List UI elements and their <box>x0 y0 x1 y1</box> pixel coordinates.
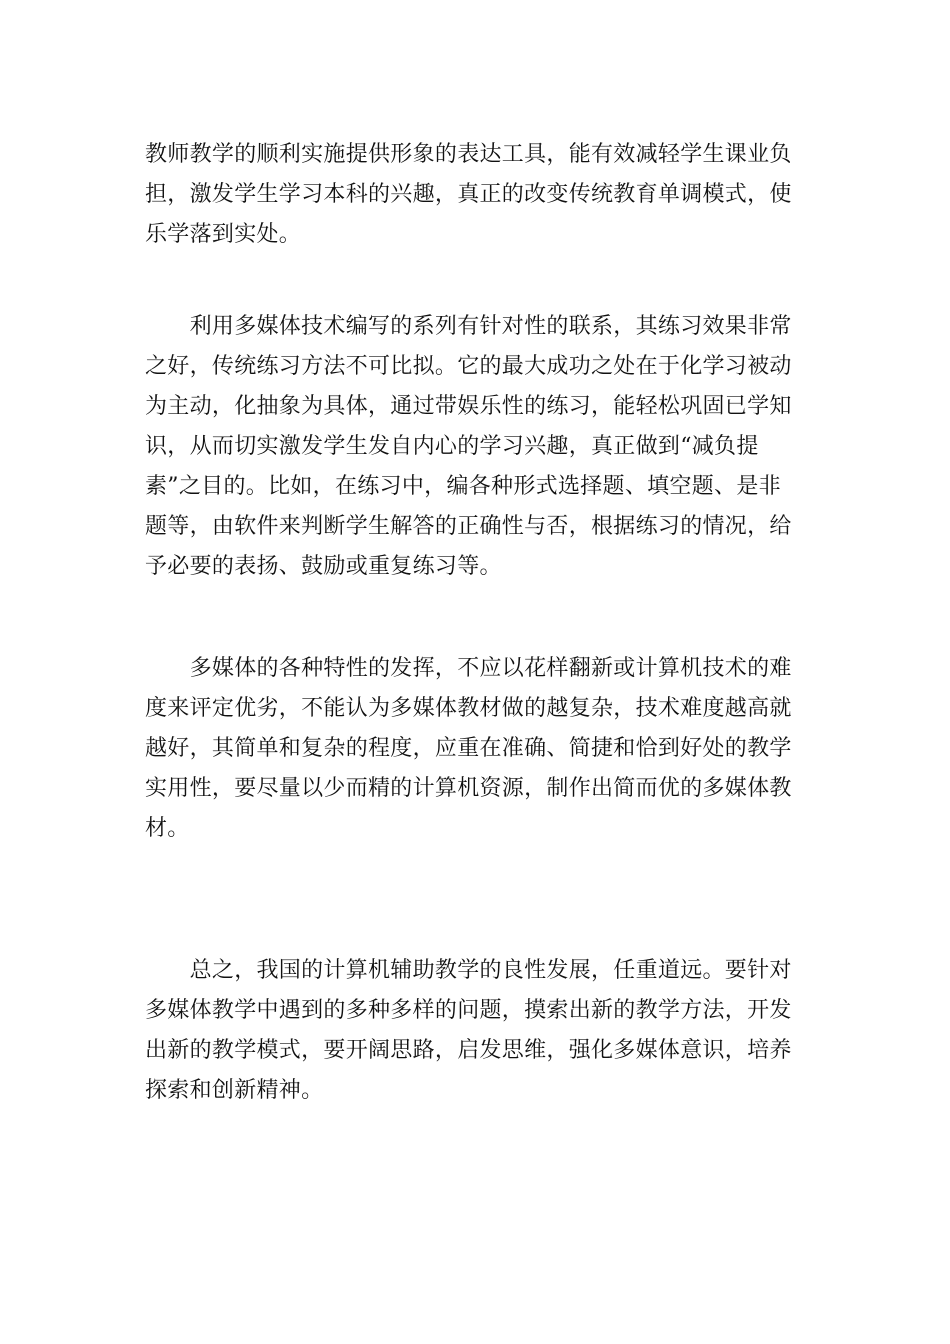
text-line: 探索和创新精神。 <box>145 1078 324 1103</box>
text-line: 识，从而切实激发学生发自内心的学习兴趣，真正做到“减负提 <box>145 434 759 459</box>
paragraph-3 <box>145 649 805 849</box>
text-line: 为主动，化抽象为具体，通过带娱乐性的练习，能轻松巩固已学知 <box>145 394 792 419</box>
text-line: 题等，由软件来判断学生解答的正确性与否，根据练习的情况，给 <box>145 514 792 539</box>
text-line: 度来评定优劣，不能认为多媒体教材做的越复杂，技术难度越高就 <box>145 696 792 721</box>
text-line: 实用性，要尽量以少而精的计算机资源，制作出简而优的多媒体教 <box>145 776 792 801</box>
paragraph-4 <box>145 951 805 1111</box>
text-line: 出新的教学模式，要开阔思路，启发思维，强化多媒体意识，培养 <box>145 1038 792 1063</box>
text-line: 越好，其简单和复杂的程度，应重在准确、简捷和恰到好处的教学 <box>145 736 792 761</box>
text-line: 总之，我国的计算机辅助教学的良性发展，任重道远。要针对 <box>145 958 792 983</box>
text-line: 之好，传统练习方法不可比拟。它的最大成功之处在于化学习被动 <box>145 354 792 379</box>
text-line: 予必要的表扬、鼓励或重复练习等。 <box>145 554 502 579</box>
text-line: 多媒体的各种特性的发挥，不应以花样翻新或计算机技术的难 <box>145 656 792 681</box>
text-line: 教师教学的顺利实施提供形象的表达工具，能有效减轻学生课业负 <box>145 142 792 167</box>
paragraph-1 <box>145 135 805 255</box>
text-line: 材。 <box>145 816 190 841</box>
text-line: 担，激发学生学习本科的兴趣，真正的改变传统教育单调模式，使 <box>145 182 792 207</box>
text-line: 素”之目的。比如，在练习中，编各种形式选择题、填空题、是非 <box>145 474 781 499</box>
paragraph-2 <box>145 307 805 587</box>
text-line: 多媒体教学中遇到的多种多样的问题，摸索出新的教学方法，开发 <box>145 998 792 1023</box>
text-line: 利用多媒体技术编写的系列有针对性的联系，其练习效果非常 <box>145 314 792 339</box>
text-line: 乐学落到实处。 <box>145 222 302 247</box>
